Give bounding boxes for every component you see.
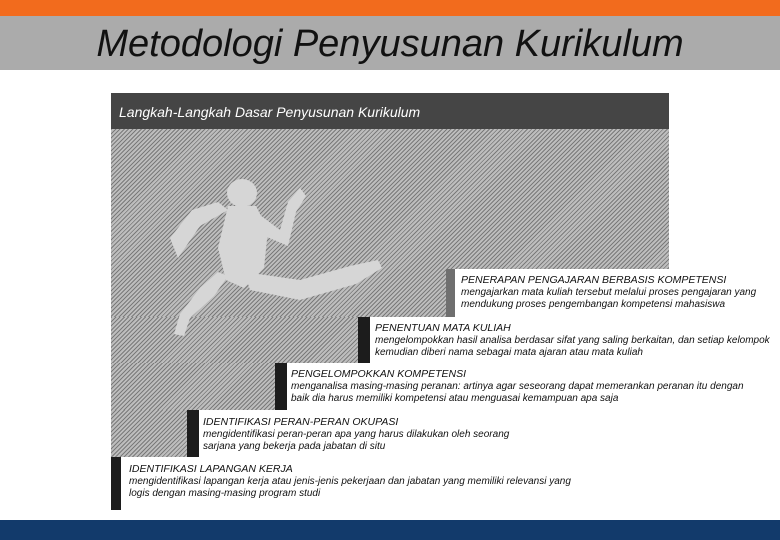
step-marker-1 bbox=[446, 269, 455, 317]
step-title: PENERAPAN PENGAJARAN BERBASIS KOMPETENSI bbox=[461, 274, 727, 286]
step-title: IDENTIFIKASI PERAN-PERAN OKUPASI bbox=[203, 416, 399, 428]
step-description: menganalisa masing-masing peranan: artinya agar seseorang dapat memerankan peranan itu dengan baik dia harus memiliki kompetensi atau menguasai kemampuan apa saja bbox=[291, 380, 744, 404]
step-identifikasi-lapangan-kerja bbox=[129, 463, 584, 501]
jumping-person-icon bbox=[160, 168, 390, 348]
step-title: PENENTUAN MATA KULIAH bbox=[375, 322, 511, 334]
slide-title: Metodologi Penyusunan Kurikulum bbox=[96, 23, 684, 65]
step-marker-4 bbox=[187, 410, 199, 457]
stair-hatch-5 bbox=[111, 410, 187, 457]
step-description: mengelompokkan hasil analisa berdasar sifat yang saling berkaitan, dan setiap kelompok kemudian diberi nama sebagai mata ajaran atau mata kuliah bbox=[375, 334, 770, 358]
step-identifikasi-peran bbox=[203, 416, 538, 454]
step-penentuan-mata-kuliah bbox=[375, 322, 780, 360]
step-title: IDENTIFIKASI LAPANGAN KERJA bbox=[129, 463, 293, 475]
step-penerapan bbox=[461, 274, 771, 312]
step-marker-3 bbox=[275, 363, 287, 410]
step-description: mengidentifikasi lapangan kerja atau jenis-jenis pekerjaan dan jabatan yang memiliki relevansi yang logis dengan masing-masing program studi bbox=[129, 475, 571, 499]
bottom-accent-stripe bbox=[0, 520, 780, 540]
stair-hatch-4 bbox=[111, 363, 275, 410]
step-marker-5 bbox=[111, 457, 121, 510]
step-pengelompokkan-kompetensi bbox=[291, 368, 746, 406]
step-title: PENGELOMPOKKAN KOMPETENSI bbox=[291, 368, 467, 380]
top-accent-stripe bbox=[0, 0, 780, 16]
step-description: mengajarkan mata kuliah tersebut melalui proses pengajaran yang mendukung proses pengembangan kompetensi mahasiswa bbox=[461, 286, 757, 310]
panel-title: Langkah-Langkah Dasar Penyusunan Kurikulum bbox=[119, 104, 421, 120]
step-description: mengidentifikasi peran-peran apa yang harus dilakukan oleh seorang sarjana yang bekerja pada jabatan di situ bbox=[203, 428, 510, 452]
